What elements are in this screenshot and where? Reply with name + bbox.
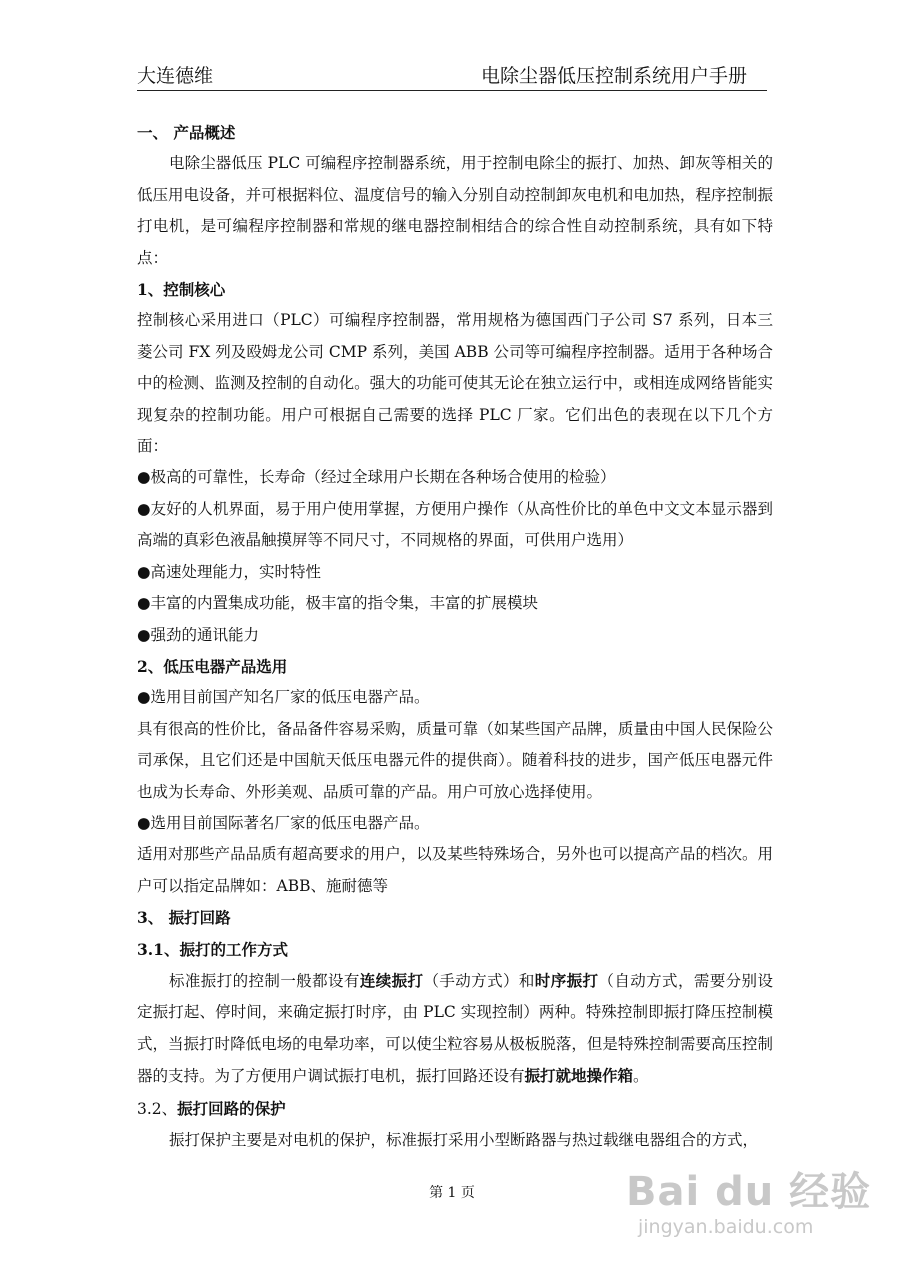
subsection-3-heading: 3、 振打回路 (137, 908, 231, 928)
heading-title: 振打回路的保护 (177, 1098, 286, 1118)
header-title: 电除尘器低压控制系统用户手册 (480, 65, 747, 87)
feature-bullet: ● 强劲的通讯能力 (137, 620, 773, 651)
international-brand-bullet: ● 选用目前国际著名厂家的低压电器产品。 (137, 808, 773, 839)
subsection-3-1-heading: 3.1、振打的工作方式 (137, 939, 288, 959)
text-run: 标准振打的控制一般都设有 (169, 971, 360, 990)
domestic-brand-bullet: ● 选用目前国产知名厂家的低压电器产品。 (137, 682, 773, 713)
baidu-jingyan-watermark (626, 1160, 872, 1250)
international-brand-paragraph: 适用对那些产品品质有超高要求的用户，以及某些特殊场合，另外也可以提高产品的档次。用户可以指定品牌如：ABB、施耐德等 (137, 845, 773, 895)
rapping-mode-paragraph (137, 965, 773, 1093)
domestic-brand-paragraph: 具有很高的性价比，备品备件容易采购，质量可靠（如某些国产品牌，质量由中国人民保险公司承保，且它们还是中国航天低压电器元件的提供商）。随着科技的进步，国产低压电器元件也成为长寿命、外形美观、品质可靠的产品。用户可放心选择使用。 (137, 719, 773, 801)
watermark-logo: Bai du 经验 (626, 1169, 872, 1215)
subsection-1-heading: 1、控制核心 (137, 280, 226, 300)
feature-bullet: ● 友好的人机界面，易于用户使用掌握，方便用户操作（从高性价比的单色中文文本显示器到高端的真彩色液晶触摸屏等不同尺寸，不同规格的界面，可供用户选用） (137, 494, 773, 557)
header-company: 大连德维 (137, 65, 214, 87)
bold-term: 时序振打 (534, 970, 599, 990)
watermark-url: jingyan.baidu.com (638, 1216, 814, 1238)
page-header (137, 62, 767, 91)
subsection-1-body: 控制核心采用进口（PLC）可编程序控制器，常用规格为德国西门子公司 S7 系列，日本三菱公司 FX 列及殴姆龙公司 CMP 系列，美国 ABB 公司等可编程序控制器。适用于各种场合中的检测、监测及控制的自动化。强大的功能可使其无论在独立运行中，或相连成网络皆能实现复杂的控制功能。用户可根据自己需要的选择 PLC 厂家。它们出色的表现在以下几个方面： (137, 311, 773, 456)
page-number: 第 1 页 (429, 1185, 475, 1201)
subsection-3-2-heading (137, 1093, 773, 1125)
bold-term: 振打就地操作箱 (524, 1066, 634, 1086)
section-1-intro: 电除尘器低压 PLC 可编程序控制器系统，用于控制电除尘的振打、加热、卸灰等相关的低压用电设备，并可根据料位、温度信号的输入分别自动控制卸灰电机和电加热，程序控制振打电机，是可编程序控制器和常规的继电器控制相结合的综合性自动控制系统，具有如下特点： (137, 154, 773, 267)
bold-term: 连续振打 (359, 970, 424, 990)
feature-bullet: ● 丰富的内置集成功能，极丰富的指令集，丰富的扩展模块 (137, 588, 773, 619)
feature-bullet: ● 极高的可靠性，长寿命（经过全球用户长期在各种场合使用的检验） (137, 462, 773, 493)
text-run: （自动方式，需要分别设定振打起、停时间，来确定振打时序，由 PLC 实现控制）两种。特殊控制即振打降压控制模式，当振打时降低电场的电晕功率，可以使尘粒容易从极板脱落，但是特殊控制需要高压控制器的支持。为了方便用户调试振打电机，振打回路还设有 (137, 971, 773, 1086)
document-body (137, 117, 773, 1156)
section-1-heading: 一、 产品概述 (137, 123, 236, 142)
rapping-protection-paragraph: 振打保护主要是对电机的保护，标准振打采用小型断路器与热过载继电器组合的方式， (169, 1131, 759, 1149)
text-run: 。 (633, 1067, 649, 1086)
text-run: （手动方式）和 (423, 971, 535, 990)
feature-bullet: ● 高速处理能力，实时特性 (137, 557, 773, 588)
heading-number: 3.2、 (137, 1099, 178, 1118)
subsection-2-heading: 2、低压电器产品选用 (137, 656, 288, 676)
